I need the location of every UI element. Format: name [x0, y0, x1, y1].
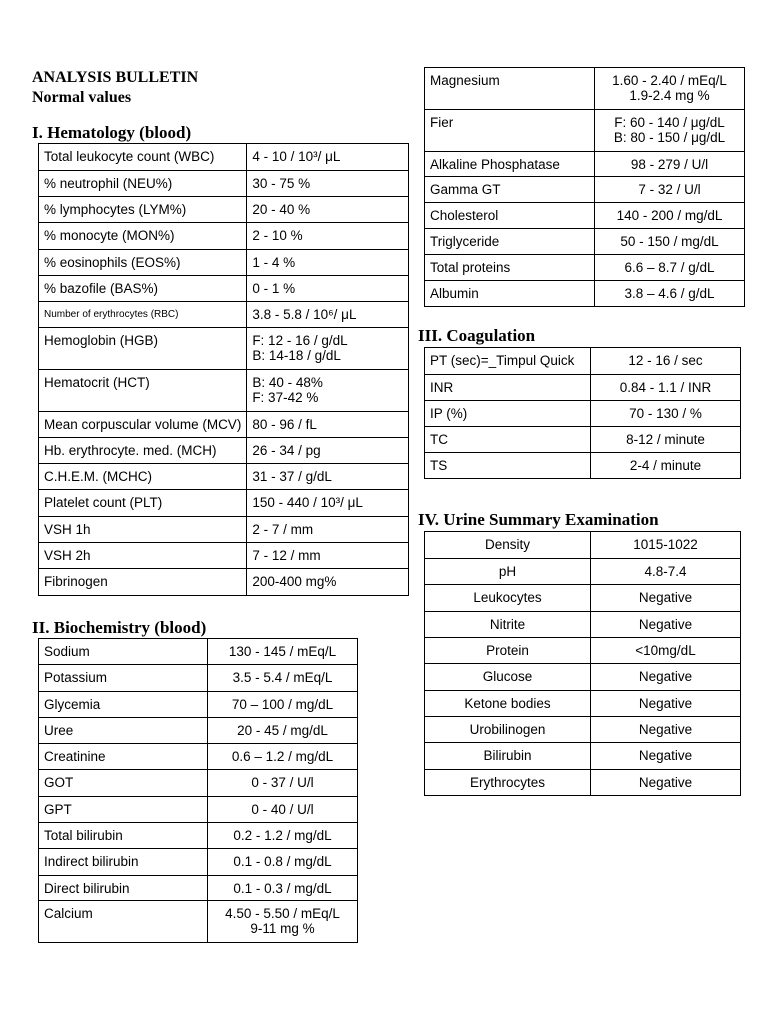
normal-value: 26 - 34 / pg [247, 438, 409, 464]
table-row [425, 532, 741, 559]
test-name: Triglyceride [425, 229, 595, 255]
normal-value: 200-400 mg% [247, 569, 409, 596]
table-row [425, 691, 741, 717]
normal-value: <10mg/dL [591, 638, 741, 664]
test-name: Total leukocyte count (WBC) [39, 144, 247, 171]
table-row [39, 223, 409, 250]
normal-value: 0 - 40 / U/l [208, 797, 358, 823]
table-row [425, 453, 741, 479]
test-name: Creatinine [39, 744, 208, 770]
table-row [39, 639, 358, 665]
test-name: Mean corpuscular volume (MCV) [39, 412, 247, 438]
test-name: Uree [39, 718, 208, 744]
normal-value: F: 12 - 16 / g/dL B: 14-18 / g/dL [247, 328, 409, 370]
table-row [39, 328, 409, 370]
hematology-table [38, 143, 409, 596]
table-row [39, 770, 358, 797]
test-name: Ketone bodies [425, 691, 591, 717]
table-row [39, 665, 358, 692]
test-name: Magnesium [425, 68, 595, 110]
normal-value: 0.1 - 0.8 / mg/dL [208, 849, 358, 876]
normal-value: 150 - 440 / 10³/ μL [247, 490, 409, 517]
table-row [425, 281, 745, 307]
table-row [39, 797, 358, 823]
table-row [39, 464, 409, 490]
normal-value: 70 - 130 / % [591, 401, 741, 427]
table-row [425, 427, 741, 453]
test-name: % neutrophil (NEU%) [39, 171, 247, 197]
normal-value: 1015-1022 [591, 532, 741, 559]
urine-table [424, 531, 741, 796]
test-name: Gamma GT [425, 177, 595, 203]
normal-value: 2 - 7 / mm [247, 517, 409, 543]
normal-value: 8-12 / minute [591, 427, 741, 453]
test-name: GPT [39, 797, 208, 823]
normal-value: 50 - 150 / mg/dL [595, 229, 745, 255]
test-name: Total proteins [425, 255, 595, 281]
test-name: Bilirubin [425, 743, 591, 770]
normal-value: 0 - 37 / U/l [208, 770, 358, 797]
table-row [425, 110, 745, 152]
table-row [39, 302, 409, 328]
test-name: TC [425, 427, 591, 453]
test-name: TS [425, 453, 591, 479]
table-row [39, 744, 358, 770]
section-title-urine: IV. Urine Summary Examination [418, 510, 659, 529]
section-title-coagulation: III. Coagulation [418, 326, 536, 345]
table-row [39, 438, 409, 464]
table-row [425, 203, 745, 229]
table-row [425, 68, 745, 110]
table-row [425, 638, 741, 664]
normal-value: Negative [591, 770, 741, 796]
test-name: % bazofile (BAS%) [39, 276, 247, 302]
normal-value: 2 - 10 % [247, 223, 409, 250]
test-name: C.H.E.M. (MCHC) [39, 464, 247, 490]
table-row [39, 692, 358, 718]
normal-value: 0.6 – 1.2 / mg/dL [208, 744, 358, 770]
test-name: Hemoglobin (HGB) [39, 328, 247, 370]
table-row [39, 543, 409, 569]
normal-value: 12 - 16 / sec [591, 348, 741, 375]
test-name: Protein [425, 638, 591, 664]
table-row [425, 177, 745, 203]
normal-value: 7 - 12 / mm [247, 543, 409, 569]
normal-value: Negative [591, 691, 741, 717]
table-row [39, 171, 409, 197]
test-name: % lymphocytes (LYM%) [39, 197, 247, 223]
normal-value: 0.1 - 0.3 / mg/dL [208, 876, 358, 901]
table-row [425, 585, 741, 612]
normal-value: 2-4 / minute [591, 453, 741, 479]
test-name: IP (%) [425, 401, 591, 427]
test-name: Density [425, 532, 591, 559]
normal-value: 3.8 - 5.8 / 10⁶/ μL [247, 302, 409, 328]
test-name: Leukocytes [425, 585, 591, 612]
normal-value: 0.2 - 1.2 / mg/dL [208, 823, 358, 849]
table-row [39, 250, 409, 276]
section-title-biochemistry: II. Biochemistry (blood) [32, 618, 207, 637]
test-name: PT (sec)=_Timpul Quick [425, 348, 591, 375]
test-name: Alkaline Phosphatase [425, 152, 595, 177]
test-name: Erythrocytes [425, 770, 591, 796]
table-row [425, 401, 741, 427]
test-name: Direct bilirubin [39, 876, 208, 901]
test-name: % monocyte (MON%) [39, 223, 247, 250]
test-name: pH [425, 559, 591, 585]
test-name: Hb. erythrocyte. med. (MCH) [39, 438, 247, 464]
normal-value: 1.60 - 2.40 / mEq/L 1.9-2.4 mg % [595, 68, 745, 110]
table-row [425, 229, 745, 255]
normal-value: 4.8-7.4 [591, 559, 741, 585]
normal-value: 7 - 32 / U/l [595, 177, 745, 203]
test-name: Number of erythrocytes (RBC) [39, 302, 247, 328]
normal-value: 20 - 40 % [247, 197, 409, 223]
normal-value: 6.6 – 8.7 / g/dL [595, 255, 745, 281]
test-name: Indirect bilirubin [39, 849, 208, 876]
normal-value: B: 40 - 48% F: 37-42 % [247, 370, 409, 412]
section-title-hematology: I. Hematology (blood) [32, 123, 192, 142]
test-name: Albumin [425, 281, 595, 307]
test-name: % eosinophils (EOS%) [39, 250, 247, 276]
test-name: Potassium [39, 665, 208, 692]
normal-value: 4.50 - 5.50 / mEq/L 9-11 mg % [208, 901, 358, 943]
normal-value: 20 - 45 / mg/dL [208, 718, 358, 744]
table-row [425, 664, 741, 691]
table-row [39, 276, 409, 302]
test-name: Glucose [425, 664, 591, 691]
table-row [39, 823, 358, 849]
normal-value: F: 60 - 140 / μg/dL B: 80 - 150 / μg/dL [595, 110, 745, 152]
table-row [425, 717, 741, 743]
test-name: Nitrite [425, 612, 591, 638]
normal-value: 1 - 4 % [247, 250, 409, 276]
biochemistry-continued-table [424, 67, 745, 307]
table-row [425, 770, 741, 796]
test-name: GOT [39, 770, 208, 797]
table-row [425, 348, 741, 375]
test-name: Sodium [39, 639, 208, 665]
table-row [39, 517, 409, 543]
test-name: Calcium [39, 901, 208, 943]
table-row [425, 152, 745, 177]
table-row [425, 612, 741, 638]
table-row [39, 718, 358, 744]
table-row [39, 144, 409, 171]
table-row [39, 412, 409, 438]
table-row [39, 370, 409, 412]
normal-value: 130 - 145 / mEq/L [208, 639, 358, 665]
page-title: ANALYSIS BULLETIN [32, 69, 199, 86]
test-name: Hematocrit (HCT) [39, 370, 247, 412]
test-name: Total bilirubin [39, 823, 208, 849]
table-row [39, 849, 358, 876]
normal-value: 0 - 1 % [247, 276, 409, 302]
normal-value: 4 - 10 / 10³/ μL [247, 144, 409, 171]
normal-value: Negative [591, 664, 741, 691]
normal-value: Negative [591, 743, 741, 770]
page-subtitle: Normal values [32, 89, 132, 106]
normal-value: 3.8 – 4.6 / g/dL [595, 281, 745, 307]
coagulation-table [424, 347, 741, 479]
normal-value: Negative [591, 612, 741, 638]
table-row [425, 743, 741, 770]
normal-value: 31 - 37 / g/dL [247, 464, 409, 490]
test-name: VSH 2h [39, 543, 247, 569]
table-row [39, 490, 409, 517]
test-name: Platelet count (PLT) [39, 490, 247, 517]
normal-value: 80 - 96 / fL [247, 412, 409, 438]
test-name: Fibrinogen [39, 569, 247, 596]
table-row [425, 559, 741, 585]
test-name: Cholesterol [425, 203, 595, 229]
test-name: Glycemia [39, 692, 208, 718]
table-row [425, 255, 745, 281]
test-name: VSH 1h [39, 517, 247, 543]
normal-value: 70 – 100 / mg/dL [208, 692, 358, 718]
normal-value: 30 - 75 % [247, 171, 409, 197]
table-row [39, 569, 409, 596]
normal-value: 3.5 - 5.4 / mEq/L [208, 665, 358, 692]
test-name: INR [425, 375, 591, 401]
normal-value: Negative [591, 585, 741, 612]
table-row [39, 876, 358, 901]
normal-value: 0.84 - 1.1 / INR [591, 375, 741, 401]
table-row [39, 197, 409, 223]
normal-value: 140 - 200 / mg/dL [595, 203, 745, 229]
normal-value: 98 - 279 / U/l [595, 152, 745, 177]
table-row [39, 901, 358, 943]
biochemistry-table [38, 638, 358, 943]
normal-value: Negative [591, 717, 741, 743]
test-name: Urobilinogen [425, 717, 591, 743]
test-name: Fier [425, 110, 595, 152]
table-row [425, 375, 741, 401]
